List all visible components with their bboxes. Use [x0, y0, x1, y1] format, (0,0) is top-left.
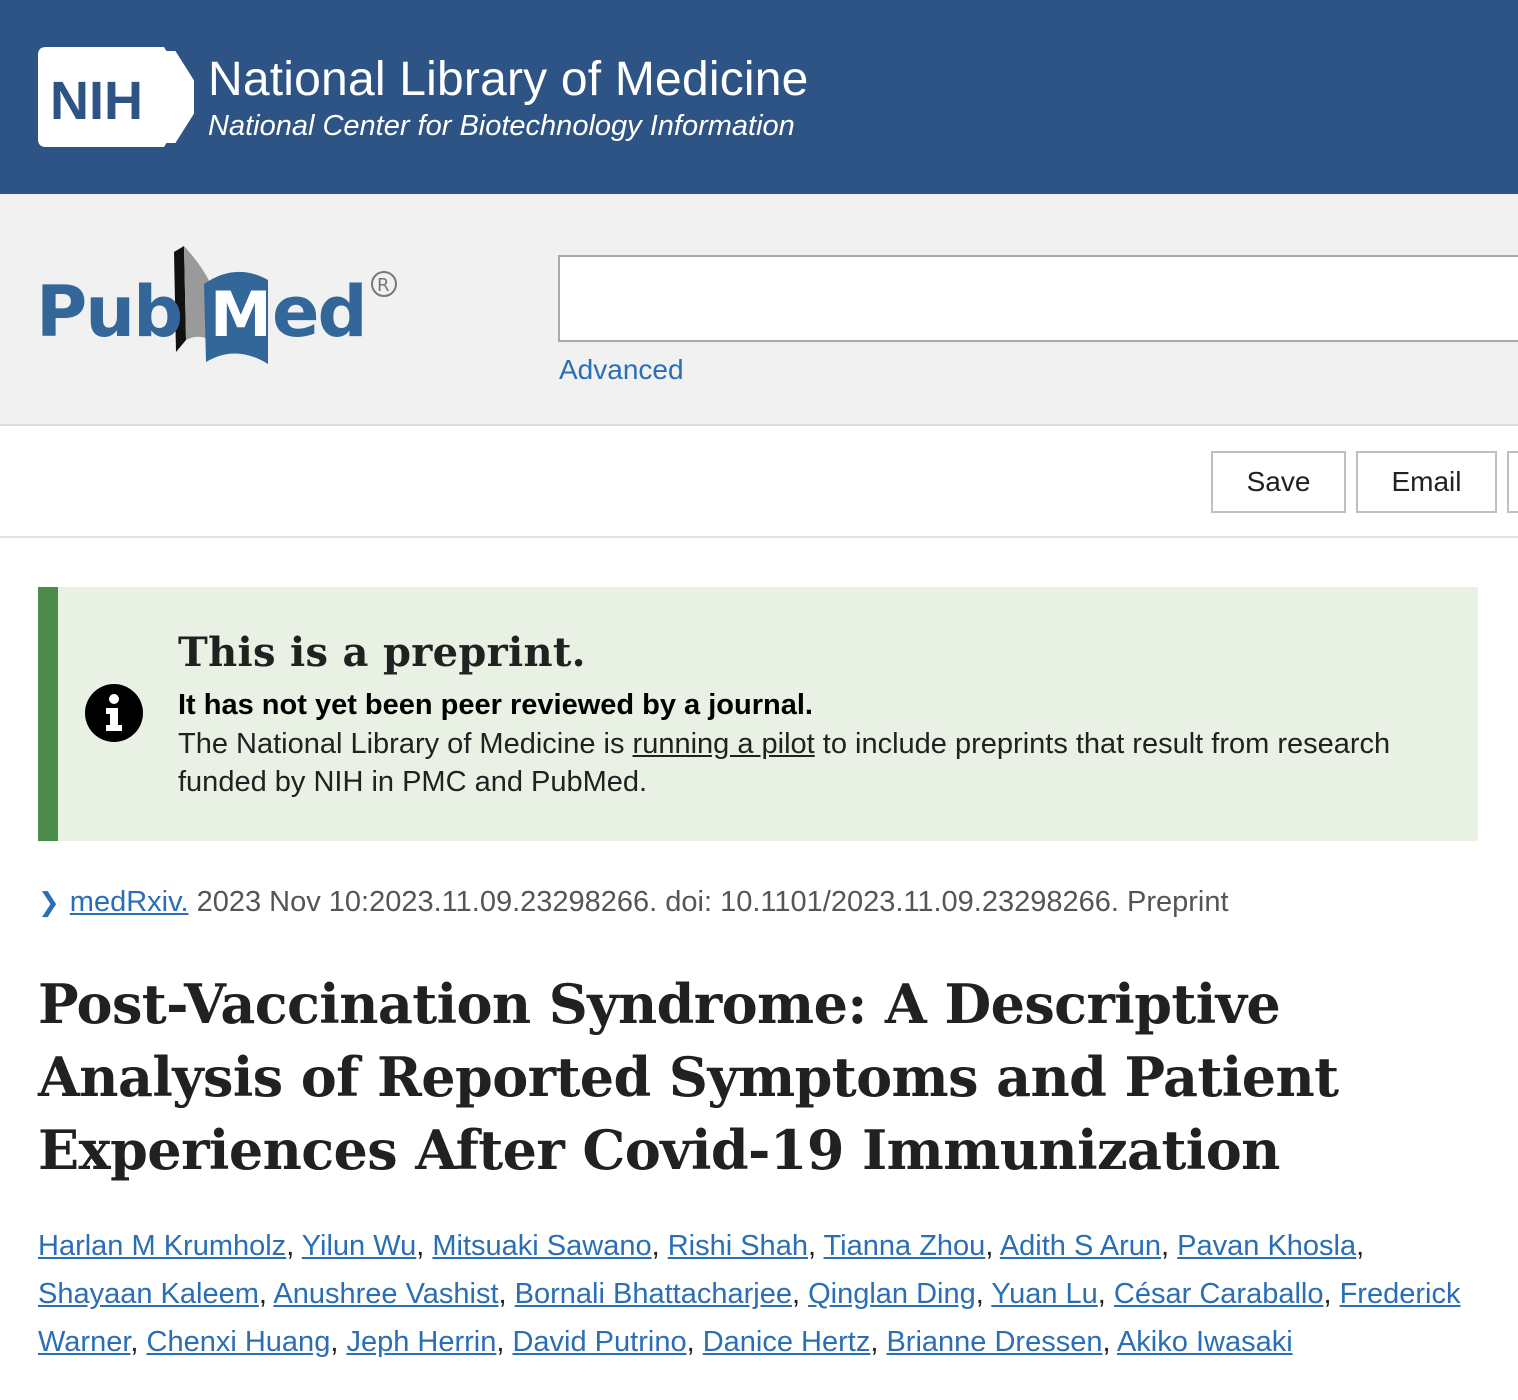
author-separator: , — [870, 1326, 887, 1358]
author-separator: , — [286, 1230, 302, 1262]
author-link[interactable]: Mitsuaki Sawano — [432, 1230, 652, 1262]
author-separator: , — [1102, 1326, 1117, 1358]
author-separator: , — [985, 1230, 1000, 1262]
author-separator: , — [975, 1278, 992, 1310]
author-separator: , — [1097, 1278, 1114, 1310]
author-separator: , — [330, 1326, 347, 1358]
svg-text:R: R — [377, 275, 390, 296]
author-link[interactable]: Tianna Zhou — [823, 1230, 986, 1262]
journal-link[interactable]: medRxiv. — [69, 886, 189, 918]
author-link[interactable]: Rishi Shah — [667, 1230, 808, 1262]
nih-subtitle: National Center for Biotechnology Information — [208, 110, 795, 142]
author-link[interactable]: David Putrino — [512, 1326, 687, 1358]
citation-line — [38, 886, 1229, 919]
pubmed-logo — [36, 240, 406, 370]
email-button[interactable]: Email — [1356, 451, 1497, 513]
preprint-subheading: It has not yet been peer reviewed by a journal. — [178, 689, 813, 721]
author-link[interactable]: Harlan M Krumholz — [38, 1230, 287, 1262]
author-link[interactable]: Pavan Khosla — [1177, 1230, 1357, 1262]
nih-logo-text: NIH — [50, 71, 143, 131]
author-link[interactable]: Qinglan Ding — [808, 1278, 976, 1310]
author-separator: , — [498, 1278, 515, 1310]
preprint-body — [178, 725, 1458, 801]
author-separator: , — [258, 1278, 274, 1310]
svg-text:M: M — [210, 278, 272, 351]
author-link[interactable]: Frederick Warner — [38, 1278, 1461, 1358]
author-separator: , — [807, 1230, 824, 1262]
nih-title: National Library of Medicine — [208, 53, 809, 106]
preprint-body-text-end: to include preprints that result from research funded by NIH in PMC and PubMed. — [178, 728, 1391, 798]
author-separator: , — [496, 1326, 513, 1358]
pubmed-logo-text: Pub — [36, 271, 182, 353]
chevron-right-icon[interactable]: ❯ — [38, 887, 60, 917]
author-link[interactable]: César Caraballo — [1113, 1278, 1324, 1310]
author-link[interactable]: Chenxi Huang — [146, 1326, 331, 1358]
author-separator: , — [416, 1230, 433, 1262]
author-link[interactable]: Jeph Herrin — [346, 1326, 497, 1358]
author-link[interactable]: Yilun Wu — [301, 1230, 417, 1262]
author-link[interactable]: Yuan Lu — [991, 1278, 1098, 1310]
search-input[interactable] — [558, 255, 1518, 342]
author-separator: , — [1356, 1230, 1365, 1262]
article-title: Post-Vaccination Syndrome: A Descriptive Analysis of Reported Symptoms and Patient Experiences After Covid-19 Immunization — [38, 972, 1339, 1182]
save-button[interactable]: Save — [1211, 451, 1346, 513]
more-actions-button[interactable] — [1507, 451, 1518, 513]
author-link[interactable]: Brianne Dressen — [886, 1326, 1103, 1358]
author-link[interactable]: Shayaan Kaleem — [38, 1278, 259, 1310]
running-a-pilot-link[interactable]: running a pilot — [632, 728, 815, 760]
preprint-heading: This is a preprint. — [178, 629, 586, 676]
preprint-body-text: The National Library of Medicine is — [178, 728, 633, 760]
author-link[interactable]: Danice Hertz — [702, 1326, 871, 1358]
author-separator: , — [686, 1326, 703, 1358]
author-separator: , — [791, 1278, 809, 1310]
author-separator: , — [1161, 1230, 1178, 1262]
author-separator: , — [1323, 1278, 1340, 1310]
authors-list — [38, 1222, 1478, 1366]
search-band — [0, 194, 1518, 426]
svg-text:ed: ed — [272, 271, 366, 353]
advanced-search-link[interactable]: Advanced — [559, 354, 684, 385]
author-link[interactable]: Akiko Iwasaki — [1116, 1326, 1293, 1358]
author-link[interactable]: Adith S Arun — [999, 1230, 1162, 1262]
author-link[interactable]: Bornali Bhattacharjee — [514, 1278, 792, 1310]
nih-header — [0, 0, 1518, 194]
author-separator: , — [651, 1230, 668, 1262]
author-link[interactable]: Anushree Vashist — [273, 1278, 499, 1310]
preprint-notice — [38, 587, 1478, 841]
action-bar — [0, 426, 1518, 538]
citation-details: 2023 Nov 10:2023.11.09.23298266. doi: 10.1101/2023.11.09.23298266. Preprint — [188, 886, 1229, 918]
author-separator: , — [130, 1326, 147, 1358]
info-icon — [84, 683, 144, 743]
nih-logo — [38, 47, 194, 147]
